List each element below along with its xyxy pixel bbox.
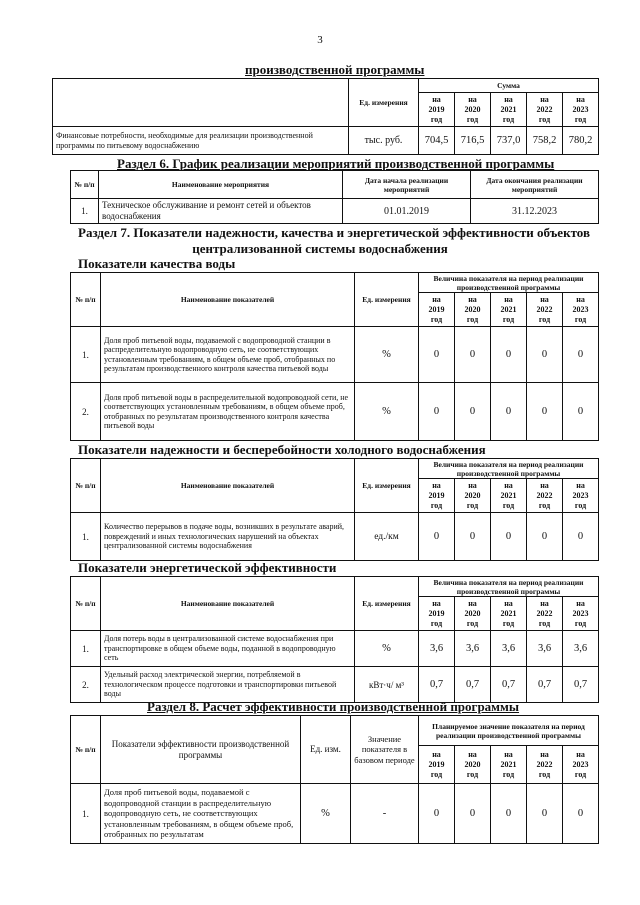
- energy-value: 3,6: [491, 631, 527, 667]
- year-header: на 2020 год: [455, 93, 491, 127]
- fin-header-sum: Сумма: [419, 79, 599, 93]
- energy-row-num: 2.: [71, 667, 101, 703]
- energy-row-unit: %: [355, 631, 419, 667]
- year-header: на 2023 год: [563, 597, 599, 631]
- reliability-row-num: 1.: [71, 513, 101, 561]
- energy-value: 3,6: [455, 631, 491, 667]
- year-header: на 2023 год: [563, 479, 599, 513]
- quality-value: 0: [563, 327, 599, 383]
- quality-row-unit: %: [355, 383, 419, 441]
- energy-header-unit: Ед. измерения: [355, 577, 419, 631]
- quality-row-name: Доля проб питьевой воды, подаваемой с водопроводной станции в распределительную водопроводную сеть, не соответствующих установленным требованиям, в общем объеме проб, отобранных по результатам производственного контроля качества питьевой воды: [101, 327, 355, 383]
- quality-header-period: Величина показателя на период реализации производственной программы: [419, 273, 599, 293]
- quality-value: 0: [527, 327, 563, 383]
- reliability-table: [70, 458, 599, 561]
- fin-value: 704,5: [419, 127, 455, 155]
- eff-value: 0: [419, 784, 455, 844]
- reliability-header-period: Величина показателя на период реализации производственной программы: [419, 459, 599, 479]
- eff-row-name: Доля проб питьевой воды, подаваемой с водопроводной станции в распределительную водопроводную сеть, не соответствующих установленным требованиям, в общем объеме проб, отобранных по результатам: [101, 784, 301, 844]
- energy-value: 3,6: [527, 631, 563, 667]
- eff-value: 0: [527, 784, 563, 844]
- energy-header-name: Наименование показателей: [101, 577, 355, 631]
- reliability-header-num: № п/п: [71, 459, 101, 513]
- year-header: на 2020 год: [455, 479, 491, 513]
- quality-header-unit: Ед. измерения: [355, 273, 419, 327]
- year-header: на 2020 год: [455, 293, 491, 327]
- sched-header-end: Дата окончания реализации мероприятий: [471, 171, 599, 199]
- eff-header-name: Показатели эффективности производственной программы: [101, 716, 301, 784]
- page-number: 3: [317, 34, 323, 46]
- year-header: на 2022 год: [527, 93, 563, 127]
- schedule-table: [70, 170, 599, 224]
- eff-value: 0: [563, 784, 599, 844]
- reliability-header-unit: Ед. измерения: [355, 459, 419, 513]
- energy-value: 0,7: [419, 667, 455, 703]
- energy-header-num: № п/п: [71, 577, 101, 631]
- year-header: на 2019 год: [419, 93, 455, 127]
- eff-row-num: 1.: [71, 784, 101, 844]
- energy-value: 3,6: [419, 631, 455, 667]
- year-header: на 2022 год: [527, 597, 563, 631]
- sched-header-name: Наименование мероприятия: [99, 171, 343, 199]
- quality-value: 0: [563, 383, 599, 441]
- quality-value: 0: [455, 327, 491, 383]
- energy-title: Показатели энергетической эффективности: [78, 560, 337, 575]
- quality-title: Показатели качества воды: [78, 256, 236, 271]
- eff-value: 0: [491, 784, 527, 844]
- fin-value: 780,2: [563, 127, 599, 155]
- section7-title-line2: централизованной системы водоснабжения: [192, 241, 448, 256]
- fin-value: 758,2: [527, 127, 563, 155]
- year-header: на 2023 год: [563, 93, 599, 127]
- reliability-header-name: Наименование показателей: [101, 459, 355, 513]
- reliability-value: 0: [419, 513, 455, 561]
- sched-row-start: 01.01.2019: [343, 199, 471, 224]
- quality-table: [70, 272, 599, 441]
- fin-table: [52, 78, 599, 155]
- year-header: на 2020 год: [455, 746, 491, 784]
- sched-header-num: № п/п: [71, 171, 99, 199]
- energy-row-num: 1.: [71, 631, 101, 667]
- fin-value: 737,0: [491, 127, 527, 155]
- section6-title: Раздел 6. График реализации мероприятий производственной программы: [117, 156, 555, 171]
- reliability-value: 0: [527, 513, 563, 561]
- energy-row-unit: кВт·ч/ м³: [355, 667, 419, 703]
- year-header: на 2019 год: [419, 479, 455, 513]
- reliability-value: 0: [455, 513, 491, 561]
- eff-row-base: -: [351, 784, 419, 844]
- eff-row-unit: %: [301, 784, 351, 844]
- fin-value: 716,5: [455, 127, 491, 155]
- eff-value: 0: [455, 784, 491, 844]
- eff-header-unit: Ед. изм.: [301, 716, 351, 784]
- fin-row-name: Финансовые потребности, необходимые для реализации производственной программы по питьевому водоснабжению: [53, 127, 349, 155]
- reliability-title: Показатели надежности и бесперебойности холодного водоснабжения: [78, 442, 486, 457]
- year-header: на 2021 год: [491, 93, 527, 127]
- year-header: на 2019 год: [419, 293, 455, 327]
- year-header: на 2022 год: [527, 746, 563, 784]
- quality-header-name: Наименование показателей: [101, 273, 355, 327]
- section7-title-line1: Раздел 7. Показатели надежности, качества и энергетической эффективности объектов: [78, 225, 590, 240]
- energy-value: 0,7: [563, 667, 599, 703]
- reliability-row-unit: ед./км: [355, 513, 419, 561]
- efficiency-table: [70, 715, 599, 844]
- fin-header-name: [53, 79, 349, 127]
- quality-row-name: Доля проб питьевой воды в распределительной водопроводной сети, не соответствующих установленным требованиям, в общем объеме проб, отобранных по результатам производственного контроля качества питьевой воды: [101, 383, 355, 441]
- quality-value: 0: [491, 383, 527, 441]
- reliability-row-name: Количество перерывов в подаче воды, возникших в результате аварий, повреждений и иных технологических нарушений на объектах централизованной системы водоснабжения: [101, 513, 355, 561]
- sched-header-start: Дата начала реализации мероприятий: [343, 171, 471, 199]
- quality-row-num: 2.: [71, 383, 101, 441]
- year-header: на 2021 год: [491, 293, 527, 327]
- sched-row-num: 1.: [71, 199, 99, 224]
- year-header: на 2019 год: [419, 597, 455, 631]
- fin-title: производственной программы: [245, 62, 425, 77]
- quality-header-num: № п/п: [71, 273, 101, 327]
- energy-table: [70, 576, 599, 703]
- quality-value: 0: [419, 327, 455, 383]
- energy-value: 3,6: [563, 631, 599, 667]
- fin-row-unit: тыс. руб.: [349, 127, 419, 155]
- quality-value: 0: [491, 327, 527, 383]
- year-header: на 2020 год: [455, 597, 491, 631]
- quality-value: 0: [455, 383, 491, 441]
- quality-value: 0: [419, 383, 455, 441]
- eff-header-num: № п/п: [71, 716, 101, 784]
- year-header: на 2022 год: [527, 293, 563, 327]
- sched-row-end: 31.12.2023: [471, 199, 599, 224]
- energy-value: 0,7: [527, 667, 563, 703]
- year-header: на 2021 год: [491, 597, 527, 631]
- eff-header-base: Значение показателя в базовом периоде: [351, 716, 419, 784]
- year-header: на 2021 год: [491, 479, 527, 513]
- quality-value: 0: [527, 383, 563, 441]
- energy-row-name: Удельный расход электрической энергии, потребляемой в технологическом процессе подготовки и транспортировки питьевой воды: [101, 667, 355, 703]
- year-header: на 2019 год: [419, 746, 455, 784]
- reliability-value: 0: [563, 513, 599, 561]
- year-header: на 2022 год: [527, 479, 563, 513]
- section8-title: Раздел 8. Расчет эффективности производственной программы: [147, 699, 520, 714]
- fin-header-unit: Ед. измерения: [349, 79, 419, 127]
- reliability-value: 0: [491, 513, 527, 561]
- quality-row-unit: %: [355, 327, 419, 383]
- energy-header-period: Величина показателя на период реализации производственной программы: [419, 577, 599, 597]
- quality-row-num: 1.: [71, 327, 101, 383]
- energy-value: 0,7: [455, 667, 491, 703]
- energy-row-name: Доля потерь воды в централизованной системе водоснабжения при транспортировке в общем объеме воды, поданной в водопроводную сеть: [101, 631, 355, 667]
- energy-value: 0,7: [491, 667, 527, 703]
- year-header: на 2023 год: [563, 746, 599, 784]
- eff-header-period: Планируемое значение показателя на период реализации производственной программы: [419, 716, 599, 746]
- year-header: на 2021 год: [491, 746, 527, 784]
- sched-row-name: Техническое обслуживание и ремонт сетей и объектов водоснабжения: [99, 199, 343, 224]
- year-header: на 2023 год: [563, 293, 599, 327]
